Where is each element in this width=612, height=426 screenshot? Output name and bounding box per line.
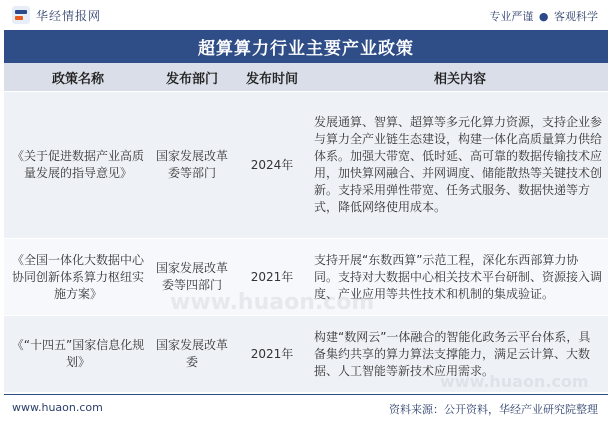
policy-content: 构建“数网云”一体融合的智能化政务云平台体系，具备集约共享的算力算法支撑能力，满足云计算、大数据、人工智能等新技术应用需求。 — [314, 329, 591, 378]
policy-dept: 国家发展改革委 — [156, 338, 229, 369]
slogan-right: 客观科学 — [554, 10, 598, 23]
policy-year: 2024年 — [250, 157, 294, 172]
footer-source: 资料来源：公开资料，华经产业研究院整理 — [389, 403, 598, 416]
policy-table — [4, 63, 608, 392]
brand-logo[interactable] — [12, 5, 101, 25]
table-row — [4, 238, 608, 315]
policy-name: 《“十四五”国家信息化规划》 — [11, 338, 145, 369]
footer-website[interactable]: www.huaon.com — [12, 401, 103, 414]
policy-name: 《关于促进数据产业高质量发展的指导意见》 — [11, 149, 144, 180]
table-row — [4, 91, 608, 238]
table-header — [4, 63, 608, 91]
policy-content: 发展通算、智算、超算等多元化算力资源，支持企业参与算力全产业链生态建设，构建一体化高质量算力供给体系。加强大带宽、低时延、高可靠的数据传输技术应用，加快算网融合、并网调度、储能散热等关键技术创新。支持采用弹性带宽、任务式服务、数据快递等方式，降低网络使用成本。 — [314, 115, 603, 214]
policy-name: 《全国一体化大数据中心协同创新体系算力枢纽实施方案》 — [11, 252, 144, 301]
column-header-content: 相关内容 — [433, 71, 486, 87]
page-title: 超算算力行业主要产业政策 — [4, 30, 608, 63]
top-bar — [0, 0, 612, 30]
column-header-dept: 发布部门 — [165, 71, 218, 87]
policy-year: 2021年 — [250, 346, 294, 361]
policy-dept: 国家发展改革委等部门 — [156, 149, 229, 180]
brand-name: 华经情报网 — [36, 8, 102, 23]
slogan-separator: ● — [538, 10, 549, 23]
policy-content: 支持开展“东数西算”示范工程，深化东西部算力协同。支持对大数据中心相关技术平台研制、资源接入调度、产业应用等共性技术和机制的集成验证。 — [314, 252, 603, 301]
table-row — [4, 315, 608, 392]
policy-year: 2021年 — [250, 269, 294, 284]
slogan-left: 专业严谨 — [489, 10, 534, 23]
footer-divider — [4, 394, 608, 395]
column-header-year: 发布时间 — [245, 71, 298, 87]
policy-dept: 国家发展改革委等四部门 — [156, 261, 229, 292]
column-header-name: 政策名称 — [51, 71, 104, 87]
brand-logo-icon — [12, 6, 30, 24]
slogan — [489, 8, 598, 24]
